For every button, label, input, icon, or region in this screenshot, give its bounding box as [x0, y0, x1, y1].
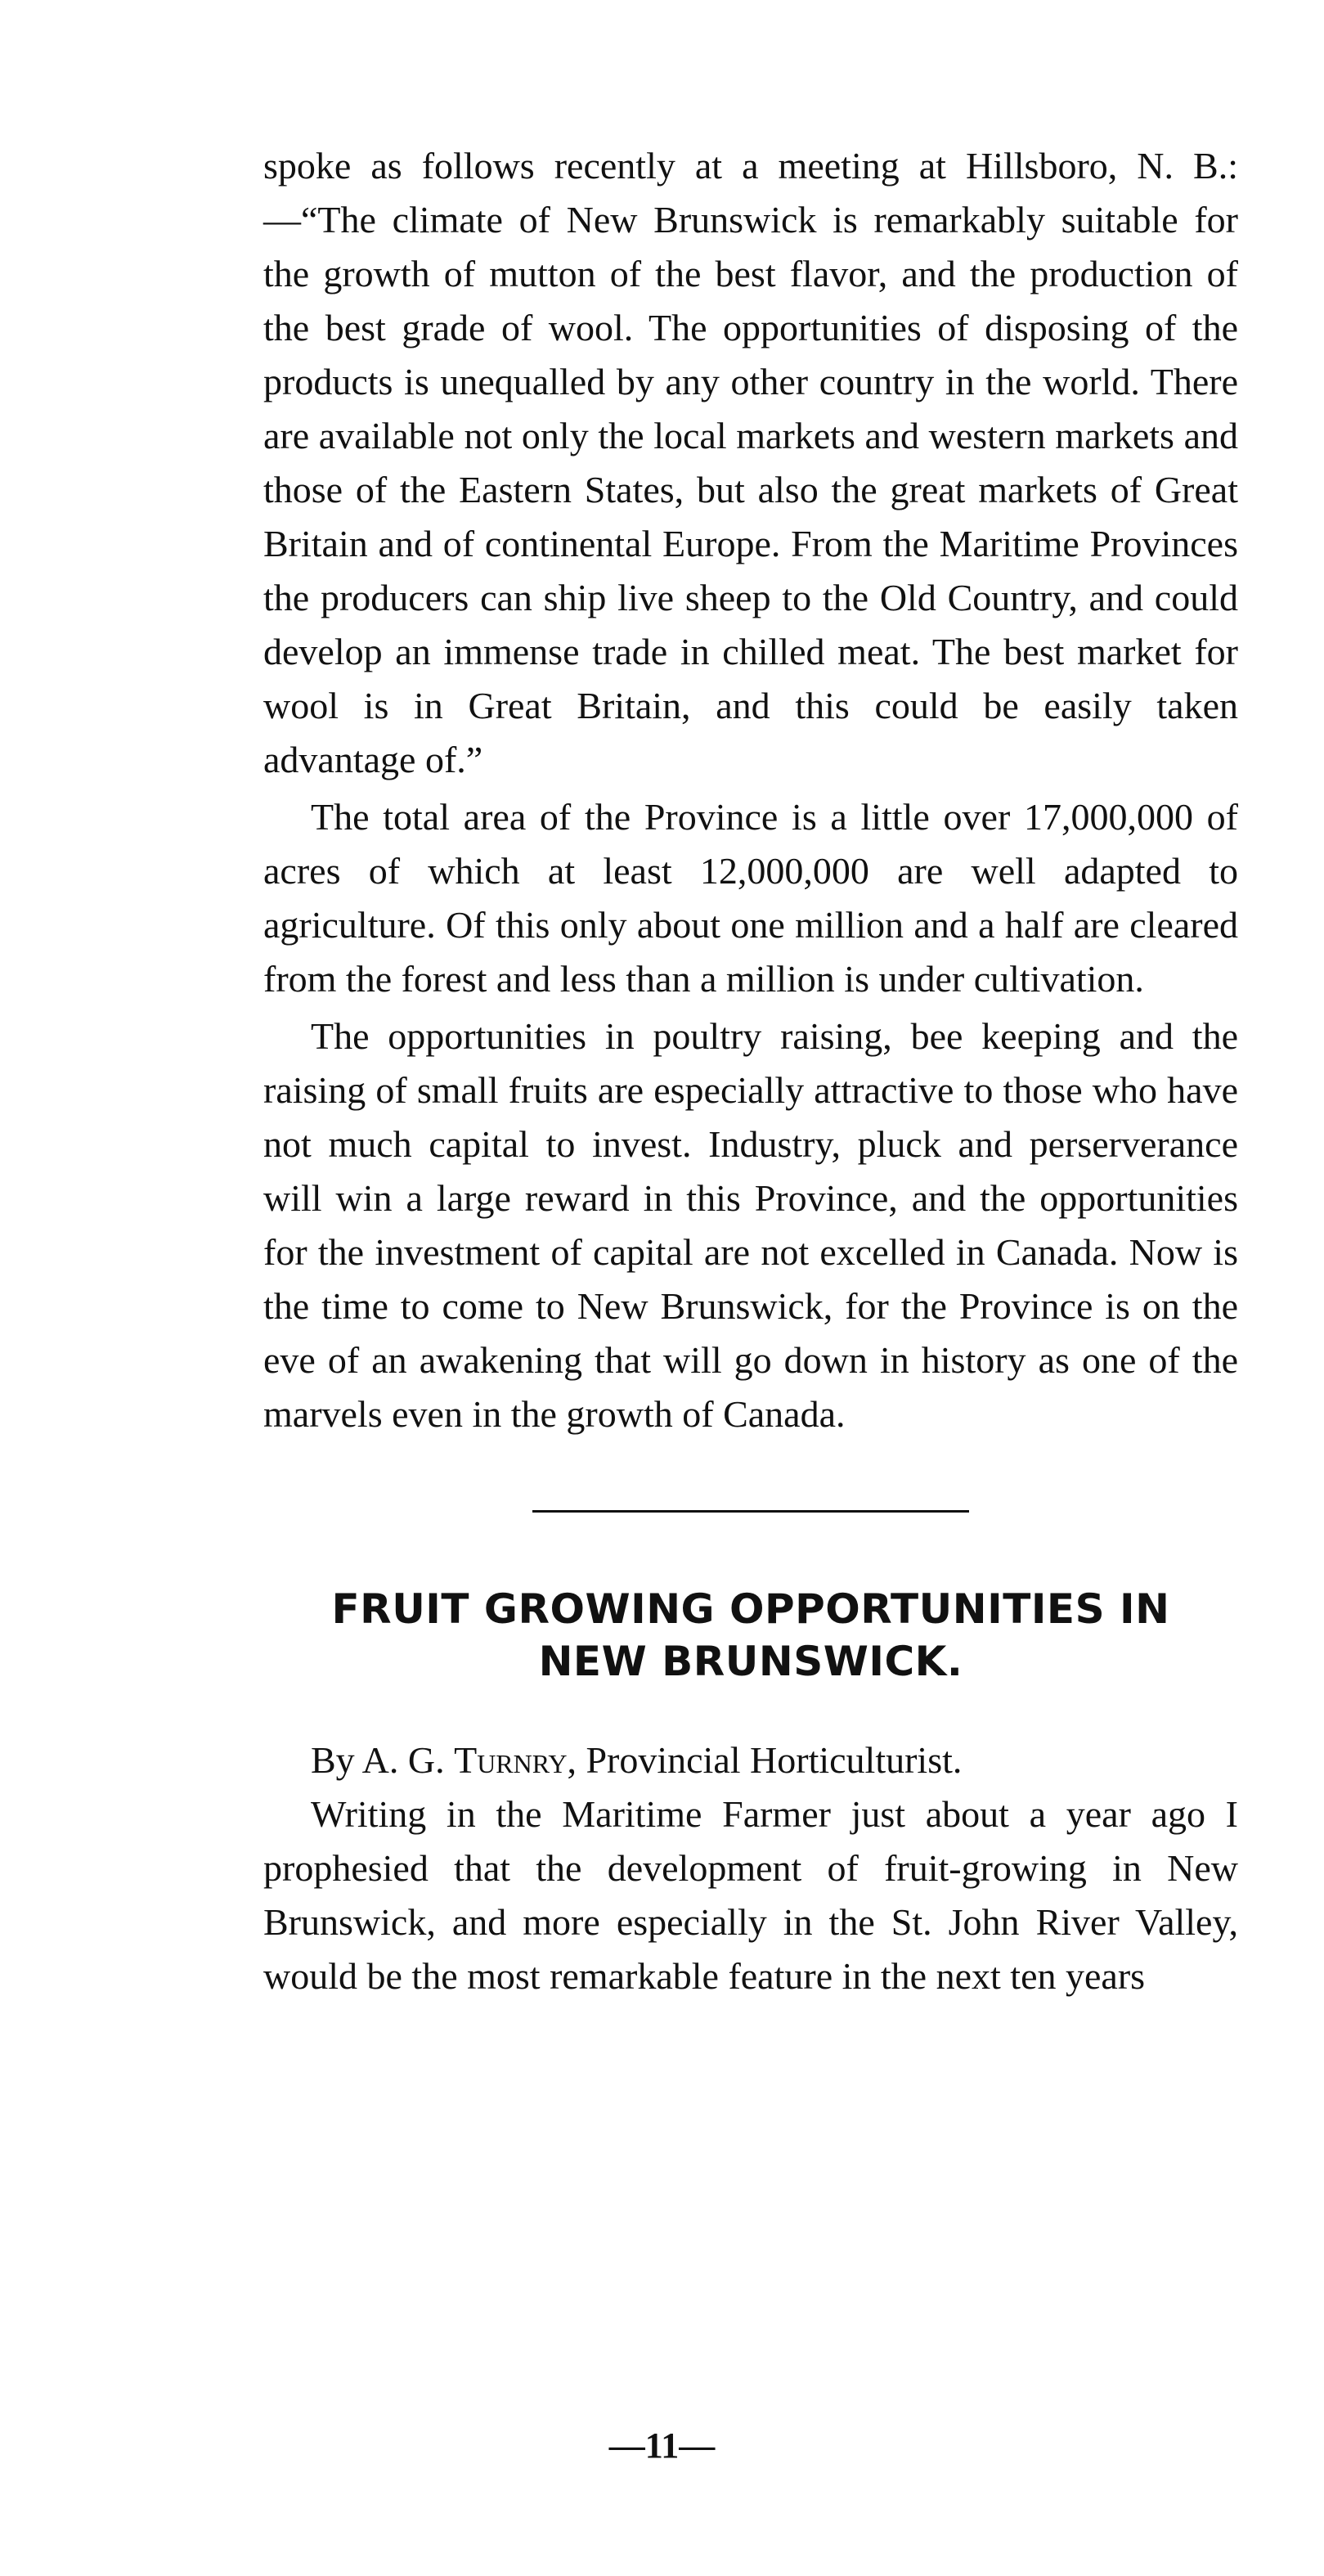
byline-author: Turnry [454, 1739, 568, 1781]
byline-role: , Provincial Horticulturist. [567, 1739, 963, 1781]
byline-prefix: By A. G. [311, 1739, 455, 1781]
section-title-line-2: NEW BRUNSWICK. [538, 1638, 963, 1685]
page-body [263, 139, 1238, 2003]
section-divider [532, 1510, 969, 1513]
paragraph-opportunities: The opportunities in poultry raising, bee keeping and the raising of small fruits are especially attractive to those who have not much capital to invest. Industry, pluck and perserverance will win a large reward in this Province, and the opportunities for the investment of capital are not excelled in Canada. Now is the time to come to New Brunswick, for the Province is on the eve of an awakening that will go down in history as one of the marvels even in the growth of Canada. [263, 1015, 1238, 1435]
paragraph-province-area: The total area of the Province is a little over 17,000,000 of acres of which at least 12,000,000 are well adapted to agriculture. Of this only about one million and a half are cleared from the forest and less than a million is under cultivation. [263, 796, 1238, 1000]
paragraph-fruit-growing: Writing in the Maritime Farmer just about a year ago I prophesied that the development of fruit-growing in New Brunswick, and more especially in the St. John River Valley, would be the most remarkable feature in the next ten years [263, 1793, 1238, 1997]
section-title-line-1: FRUIT GROWING OPPORTUNITIES IN [331, 1585, 1170, 1633]
page-number: —11— [608, 2425, 716, 2466]
section-title [263, 1583, 1238, 1688]
byline [263, 1733, 1238, 1787]
paragraph-sheep-quote: spoke as follows recently at a meeting at Hillsboro, N. B.:—“The climate of New Brunswick is remarkably suitable for the growth of mutton of the best flavor, and the production of the best grade of wool. The opportunities of disposing of the products is unequalled by any other country in the world. There are available not only the local markets and western markets and those of the Eastern States, but also the great markets of Great Britain and of continental Europe. From the Maritime Provinces the producers can ship live sheep to the Old Country, and could develop an immense trade in chilled meat. The best market for wool is in Great Britain, and this could be easily taken advantage of.” [263, 145, 1238, 780]
